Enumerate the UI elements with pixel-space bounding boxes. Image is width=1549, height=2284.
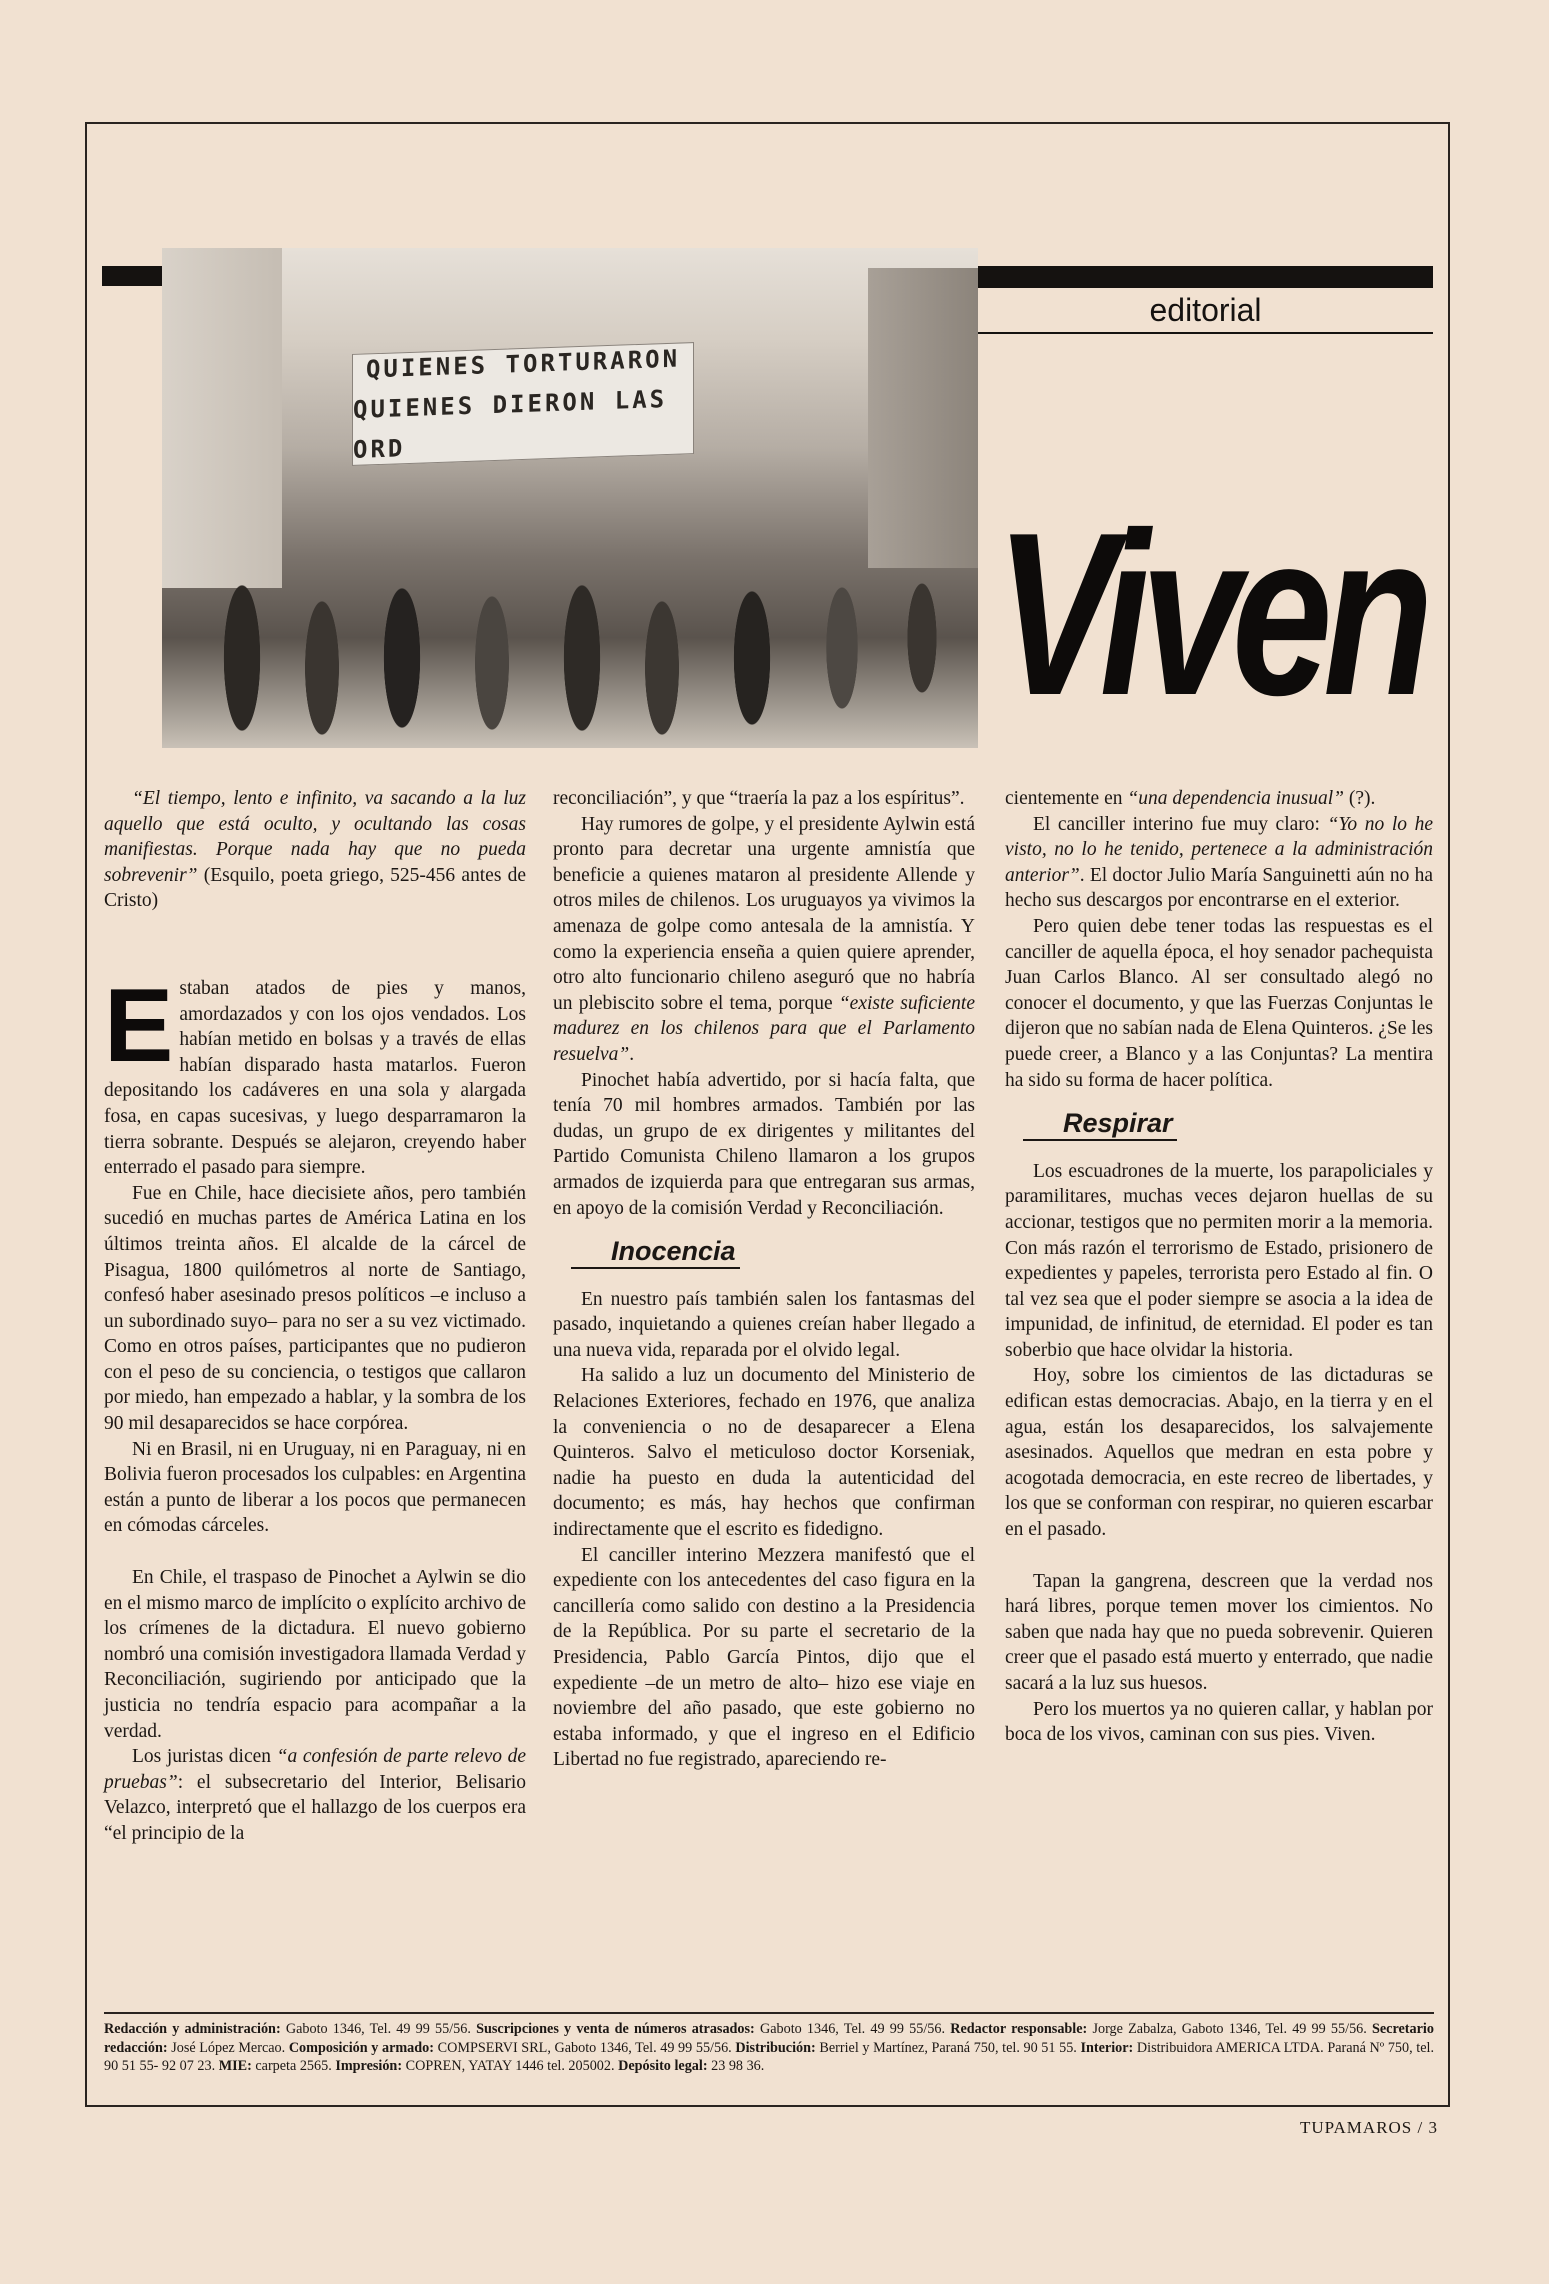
- paragraph: [104, 1744, 526, 1846]
- section-label: editorial: [1149, 292, 1262, 328]
- credit-label: Redactor responsable:: [950, 2021, 1088, 2037]
- editorial-rule: [978, 332, 1433, 334]
- credit-text: José López Mercao.: [167, 2039, 289, 2056]
- credit-label: Distribución:: [735, 2039, 816, 2056]
- paragraph-text: .: [629, 1043, 635, 1065]
- paragraph: Hoy, sobre los cimientos de las dictaduras se edifican estas democracias. Abajo, en la tierra y en el agua, están los desaparecidos, los salvajemente asesinados. Aquellos que medran en esta pobre y acogotada democracia, en este recreo de libertades, y los que se conforman con respirar, no quieren escarbar en el pasado.: [1005, 1365, 1433, 1541]
- paragraph-text: El canciller interino fue muy claro:: [1033, 813, 1328, 835]
- paragraph: En nuestro país también salen los fantasmas del pasado, inquietando a quienes creían haber llegado a una nueva vida, reparada por el olvido legal.: [553, 1288, 975, 1361]
- paragraph: Ni en Brasil, ni en Uruguay, ni en Paraguay, ni en Bolivia fueron procesados los culpables: en Argentina están a punto de liberar a los pocos que permanecen en cómodas cárceles.: [104, 1438, 526, 1537]
- credit-label: MIE:: [218, 2058, 252, 2074]
- paragraph: Pero los muertos ya no quieren callar, y hablan por boca de los vivos, caminan con sus pies. Viven.: [1005, 1698, 1433, 1746]
- credit-text: COPREN, YATAY 1446 tel. 205002.: [402, 2058, 619, 2074]
- paragraph: Fue en Chile, hace diecisiete años, pero también sucedió en muchas partes de América Latina en los últimos treinta años. El alcalde de la cárcel de Pisagua, 1800 quilómetros al norte de Santiago, confesó haber asesinado presos políticos –e incluso a un subordinado suyo– para no ser a su vez victimado. Como en otros países, participantes que no pudieron con el peso de su conciencia, o testigos que callaron por miedo, han empezado a hablar, y la sombra de los 90 mil desaparecidos se hace corpórea.: [104, 1182, 526, 1435]
- paragraph: Pinochet había advertido, por si hacía falta, que tenía 70 mil hombres armados. También por las dudas, un grupo de ex dirigentes y militantes del Partido Comunista Chileno llamaron a los grupos armados de izquierda para que entregaran sus armas, en apoyo de la comisión Verdad y Reconciliación.: [553, 1069, 975, 1219]
- credit-text: Berriel y Martínez, Paraná 750, tel. 90 51 55.: [815, 2039, 1081, 2056]
- credit-label: Redacción y administración:: [104, 2021, 281, 2037]
- credit-text: Gaboto 1346, Tel. 49 99 55/56.: [280, 2021, 477, 2037]
- protest-photo: [162, 248, 978, 748]
- paragraph: [1005, 786, 1433, 812]
- column-1: [104, 786, 526, 1847]
- drop-cap: E: [104, 967, 174, 1084]
- paragraph: El canciller interino Mezzera manifestó que el expediente con los antecedentes del caso figura en la cancillería como salido con destino a la Presidencia de la República. Por su parte el secretario de la Presidencia, Pablo García Pintos, dijo que el expediente –de un metro de alto– hizo ese viaje en noviembre del año pasado, que este gobierno no estaba informado, y que el ingreso en el Edificio Libertad no fue registrado, apareciendo re-: [553, 1544, 975, 1771]
- credit-label: Interior:: [1080, 2039, 1134, 2056]
- subhead-inocencia: [553, 1236, 975, 1269]
- headline: Viven: [995, 485, 1425, 744]
- paragraph-text: staban atados de pies y manos, amordazados y con los ojos vendados. Los habían metido en bolsas y a través de ellas habían disparado hasta matarlos. Fueron depositando los cadáveres en una sola y alargada fosa, en capas sucesivas, y luego desparramaron la tierra sobrante. Después se alejaron, creyendo haber enterrado el pasado para siempre.: [104, 977, 526, 1179]
- epigraph: [104, 786, 526, 914]
- paragraph: [553, 812, 975, 1068]
- paragraph-quote: “a confesión de parte relevo de pruebas”: [104, 1746, 526, 1793]
- paragraph: En Chile, el traspaso de Pinochet a Aylwin se dio en el mismo marco de implícito o explícito archivo de los crímenes de la dictadura. El nuevo gobierno nombró una comisión investigadora llamada Verdad y Reconciliación, sugiriendo por anticipado que la justicia no tendría espacio para acompañar a la verdad.: [104, 1567, 526, 1742]
- epigraph-quote: “El tiempo, lento e infinito, va sacando a la luz aquello que está oculto, y ocultando las cosas manifiestas. Porque nada hay que no pueda sobrevenir”: [104, 788, 526, 886]
- epigraph-attribution: (Esquilo, poeta griego, 525-456 antes de Cristo): [104, 864, 526, 912]
- subhead-text: Respirar: [1023, 1111, 1177, 1141]
- column-2: [553, 786, 975, 1773]
- photo-banner-line-2: QUIENES DIERON LAS ORD: [353, 384, 668, 464]
- paragraph: Pero quien debe tener todas las respuestas es el canciller de aquella época, el hoy senador pachequista Juan Carlos Blanco. Al ser consultado alegó no conocer el documento, y que las Fuerzas Conjuntas le dijeron que no sabían nada de Elena Quinteros. ¿Se les puede creer, a Blanco y a las Conjuntas? La mentira ha sido su forma de hacer política.: [1005, 915, 1433, 1091]
- photo-crowd: [162, 548, 978, 748]
- paragraph-text: Hay rumores de golpe, y el presidente Aylwin está pronto para decretar una urgente amnistía que beneficie a quienes mataron al presidente Allende y otros miles de chilenos. Los uruguayos ya vivimos la amenaza de golpe como antesala de la amnistía. Y como la experiencia enseña a quien quiere aprender, otro alto funcionario chileno aseguró que no habría un plebiscito sobre el tema, porque: [553, 813, 975, 1014]
- subhead-text: Inocencia: [571, 1239, 740, 1269]
- paragraph: reconciliación”, y que “traería la paz a los espíritus”.: [553, 788, 965, 809]
- credit-text: carpeta 2565.: [251, 2058, 336, 2074]
- photo-building-left: [162, 248, 282, 588]
- photo-banner: [352, 342, 694, 466]
- paragraph-text: cientemente en: [1005, 788, 1128, 809]
- editorial-bar: [978, 266, 1433, 288]
- paragraph: Ha salido a luz un documento del Ministerio de Relaciones Exteriores, fechado en 1976, que analiza la conveniencia o no de desaparecer a Elena Quinteros. Salvo el meticuloso doctor Korseniak, nadie ha puesto en duda la autenticidad del documento; es más, hay hechos que confirman indirectamente que el escrito es fidedigno.: [553, 1365, 975, 1541]
- credit-text: Jorge Zabalza, Gaboto 1346, Tel. 49 99 55/56.: [1087, 2021, 1372, 2037]
- paragraph-text: Los juristas dicen: [132, 1746, 277, 1768]
- paragraph: [1005, 812, 1433, 914]
- paragraph-text: (?).: [1344, 788, 1376, 809]
- credit-text: 23 98 36.: [707, 2058, 765, 2074]
- paragraph: [104, 967, 526, 1181]
- paragraph: Los escuadrones de la muerte, los parapoliciales y paramilitares, muchas veces dejaron huellas de su accionar, testigos que no permiten morir a la memoria. Con más razón el terrorismo de Estado, prisionero de expedientes y papeles, terrorista pero Estado al fin. O tal vez sea que el poder siempre se asocia a la idea de impunidad, de infinitud, de eternidad. El poder es tan soberbio que hace olvidar la historia.: [1005, 1160, 1433, 1361]
- paragraph-quote: “Yo no lo he visto, no lo he tenido, pertenece a la administración anterior”: [1005, 813, 1433, 886]
- credit-label: Composición y armado:: [288, 2039, 434, 2056]
- masthead-credits: [104, 2012, 1434, 2076]
- paragraph-quote: “una dependencia inusual”: [1127, 788, 1345, 809]
- subhead-respirar: [1005, 1108, 1433, 1141]
- photo-left-bar: [102, 266, 162, 286]
- credit-text: Distribuidora AMERICA LTDA. Paraná Nº 750, tel. 90 51 55- 92 07 23.: [104, 2039, 1435, 2074]
- column-3: [1005, 786, 1433, 1748]
- credit-label: Depósito legal:: [618, 2058, 708, 2074]
- credit-label: Secretario redacción:: [104, 2021, 1434, 2056]
- paragraph-quote: “existe suficiente madurez en los chilenos para que el Parlamento resuelva”: [553, 992, 975, 1065]
- paragraph-text: : el subsecretario del Interior, Belisario Velazco, interpretó que el hallazgo de los cuerpos era “el principio de la: [104, 1771, 526, 1844]
- credit-label: Impresión:: [335, 2058, 403, 2074]
- paragraph-text: . El doctor Julio María Sanguinetti aún no ha hecho sus descargos por encontrarse en el exterior.: [1005, 864, 1433, 912]
- photo-building-right: [868, 268, 978, 568]
- page-number: TUPAMAROS / 3: [1299, 2118, 1438, 2137]
- paragraph: Tapan la gangrena, descreen que la verdad nos hará libres, porque temen mover los cimientos. No saben que nada hay que no pueda sobrevenir. Quieren creer que el pasado está muerto y enterrado, que nadie sacará a la luz sus huesos.: [1005, 1570, 1433, 1694]
- credit-label: Suscripciones y venta de números atrasados:: [476, 2021, 755, 2037]
- photo-banner-line-1: QUIENES TORTURARON: [365, 344, 681, 384]
- credit-text: Gaboto 1346, Tel. 49 99 55/56.: [754, 2021, 951, 2037]
- credit-text: COMPSERVI SRL, Gaboto 1346, Tel. 49 99 55/56.: [434, 2039, 736, 2056]
